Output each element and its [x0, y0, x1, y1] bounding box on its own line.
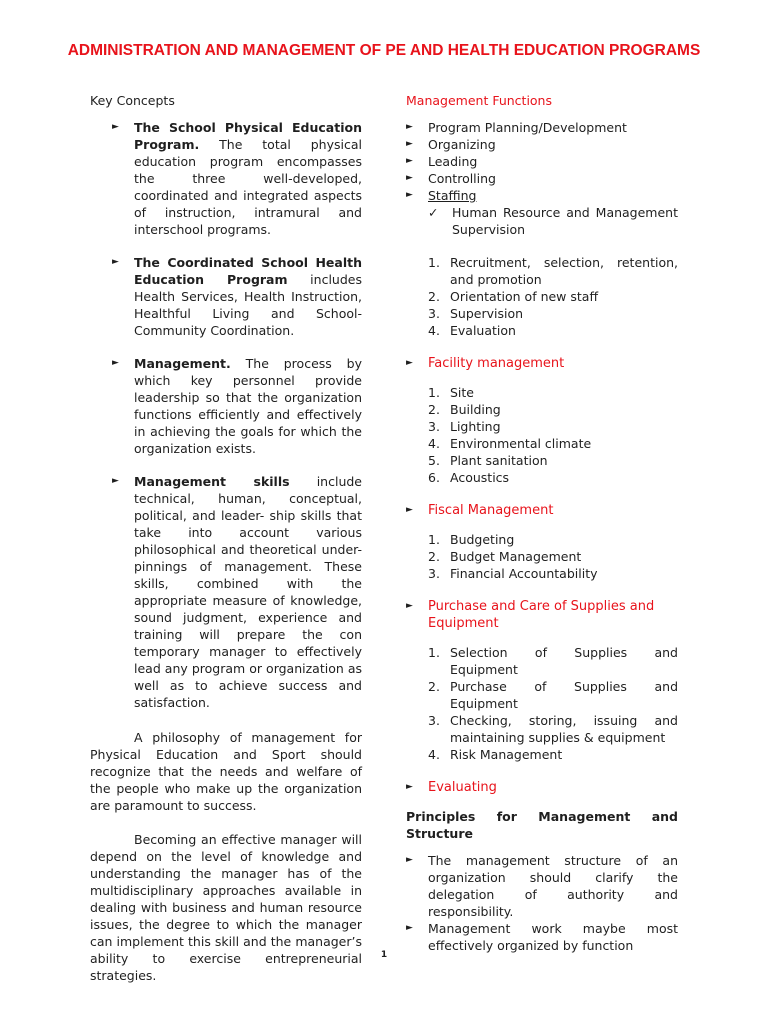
list-item [406, 565, 678, 582]
staffing-subitem-label: Human Resource and Management Supervision [452, 205, 678, 237]
concept-text: includes Health Services, Health Instruction, Healthful Living and School-Community Coordination. [134, 272, 362, 338]
list-item-label: The management structure of an organization should clarify the delegation of authority and responsibility. [428, 853, 678, 919]
section-title: Evaluating [428, 780, 497, 795]
section-title: Facility management [428, 356, 565, 371]
list-number: 4. [428, 747, 440, 762]
philosophy-paragraph: A philosophy of management for Physical Education and Sport should recognize that the needs and welfare of the people who make up the organization are paramount to success. [90, 730, 362, 813]
list-item [406, 119, 678, 136]
list-item [406, 322, 678, 339]
list-item [406, 136, 678, 153]
list-number: 1. [428, 532, 440, 547]
list-item [406, 452, 678, 469]
list-item [406, 852, 678, 920]
concept-term: Management skills [134, 474, 290, 489]
list-item [406, 187, 678, 204]
list-number: 1. [428, 385, 440, 400]
page-number: 1 [380, 950, 388, 960]
list-item [406, 469, 678, 486]
list-item-label: Risk Management [450, 747, 563, 762]
list-item-label: Plant sanitation [450, 453, 548, 468]
list-item-label: Budget Management [450, 549, 582, 564]
bullet-icon: ► [406, 122, 413, 132]
principles-list [406, 852, 678, 954]
facility-management-heading [406, 355, 678, 372]
list-item [406, 305, 678, 322]
list-number: 5. [428, 453, 440, 468]
facility-list [406, 384, 678, 486]
list-item [406, 746, 678, 763]
list-item-label: Building [450, 402, 501, 417]
function-label: Leading [428, 154, 478, 169]
list-item [406, 288, 678, 305]
function-label: Program Planning/Development [428, 120, 627, 135]
list-item-label: Evaluation [450, 323, 516, 338]
list-item [406, 170, 678, 187]
concept-text: The total physical education program encompasses the three well-developed, coordinated and integrated aspects of instruction, intramural and interschool programs. [134, 137, 362, 237]
list-item-label: Acoustics [450, 470, 510, 485]
bullet-icon: ► [112, 358, 119, 368]
list-item [90, 473, 362, 711]
function-label-staffing: Staffing [428, 188, 477, 203]
list-item [406, 644, 678, 678]
bullet-icon: ► [112, 257, 119, 267]
key-concepts-list [90, 119, 362, 711]
bullet-icon: ► [406, 190, 413, 200]
list-item-label: Management work maybe most effectively organized by function [428, 921, 678, 953]
list-number: 4. [428, 436, 440, 451]
list-item-label: Recruitment, selection, retention, and promotion [450, 255, 678, 287]
list-item-label: Financial Accountability [450, 566, 598, 581]
section-title: Fiscal Management [428, 503, 554, 518]
bullet-icon: ► [406, 782, 413, 792]
list-item-label: Environmental climate [450, 436, 592, 451]
effective-manager-paragraph: Becoming an effective manager will depend on the level of knowledge and understanding the manager has of the multidisciplinary approaches available in dealing with business and human resource issues, the degree to which the manager can implement this skill and the manager’s ability to exercise entrepreneurial strategies. [90, 832, 362, 983]
concept-text: include technical, human, conceptual, political, and leader- ship skills that take into account various philosophical and theoretical under-pinnings of management. These skills, combined with the appropriate measure of knowledge, sound judgment, experience and training will prepare the con temporary manager to effectively lead any program or organization as well as to achieve success and satisfaction. [134, 474, 362, 710]
list-number: 4. [428, 323, 440, 338]
list-number: 3. [428, 713, 440, 728]
list-item [406, 401, 678, 418]
bullet-icon: ► [406, 173, 413, 183]
list-number: 2. [428, 679, 440, 694]
list-number: 3. [428, 566, 440, 581]
section-title: Purchase and Care of Supplies and Equipment [428, 599, 655, 631]
fiscal-list [406, 531, 678, 582]
list-number: 1. [428, 255, 440, 270]
management-functions-heading: Management Functions [406, 93, 552, 108]
bullet-icon: ► [406, 601, 413, 611]
list-number: 2. [428, 402, 440, 417]
list-item [90, 355, 362, 457]
list-item-label: Orientation of new staff [450, 289, 599, 304]
list-item-label: Supervision [450, 306, 524, 321]
list-number: 2. [428, 549, 440, 564]
bullet-icon: ► [112, 476, 119, 486]
list-item [406, 254, 678, 288]
list-item [406, 678, 678, 712]
principles-heading-line2: Structure [406, 826, 473, 841]
list-number: 3. [428, 419, 440, 434]
bullet-icon: ► [406, 855, 413, 865]
concept-term: Management. [134, 356, 231, 371]
supplies-heading [406, 598, 678, 632]
list-item [406, 435, 678, 452]
staffing-steps-list [406, 254, 678, 339]
concept-term: The School Physical Education Program. [134, 120, 362, 152]
list-item [406, 548, 678, 565]
bullet-icon: ► [406, 505, 413, 515]
list-item-label: Purchase of Supplies and Equipment [450, 679, 678, 711]
list-item [406, 531, 678, 548]
staffing-subitem [406, 204, 678, 238]
concept-term: The Coordinated School Health Education Program [134, 255, 362, 287]
concept-text: The process by which key personnel provide leadership so that the organization functions efficiently and effectively in achieving the goals for which the organization exists. [134, 356, 362, 456]
function-label: Organizing [428, 137, 496, 152]
list-item [406, 153, 678, 170]
list-number: 3. [428, 306, 440, 321]
bullet-icon: ► [406, 923, 413, 933]
list-item-label: Selection of Supplies and Equipment [450, 645, 678, 677]
list-item-label: Checking, storing, issuing and maintaining supplies & equipment [450, 713, 678, 745]
list-item [90, 119, 362, 238]
list-item-label: Site [450, 385, 474, 400]
list-number: 1. [428, 645, 440, 660]
list-item [406, 712, 678, 746]
function-label: Controlling [428, 171, 496, 186]
bullet-icon: ► [112, 122, 119, 132]
list-item [406, 384, 678, 401]
bullet-icon: ► [406, 358, 413, 368]
fiscal-management-heading [406, 502, 678, 519]
page-title: ADMINISTRATION AND MANAGEMENT OF PE AND HEALTH EDUCATION PROGRAMS [67, 42, 701, 59]
list-item-label: Budgeting [450, 532, 515, 547]
management-functions-list [406, 119, 678, 204]
supplies-list [406, 644, 678, 763]
list-item [406, 920, 678, 954]
list-item [406, 418, 678, 435]
left-column [90, 92, 362, 1001]
list-number: 2. [428, 289, 440, 304]
list-item [90, 254, 362, 339]
list-item-label: Lighting [450, 419, 501, 434]
bullet-icon: ► [406, 156, 413, 166]
principles-heading-line1: Principles for Management and [406, 809, 678, 824]
bullet-icon: ► [406, 139, 413, 149]
right-column [406, 92, 678, 954]
list-number: 6. [428, 470, 440, 485]
checkmark-icon: ✓ [428, 205, 439, 220]
evaluating-heading [406, 779, 678, 796]
key-concepts-heading: Key Concepts [90, 93, 175, 108]
